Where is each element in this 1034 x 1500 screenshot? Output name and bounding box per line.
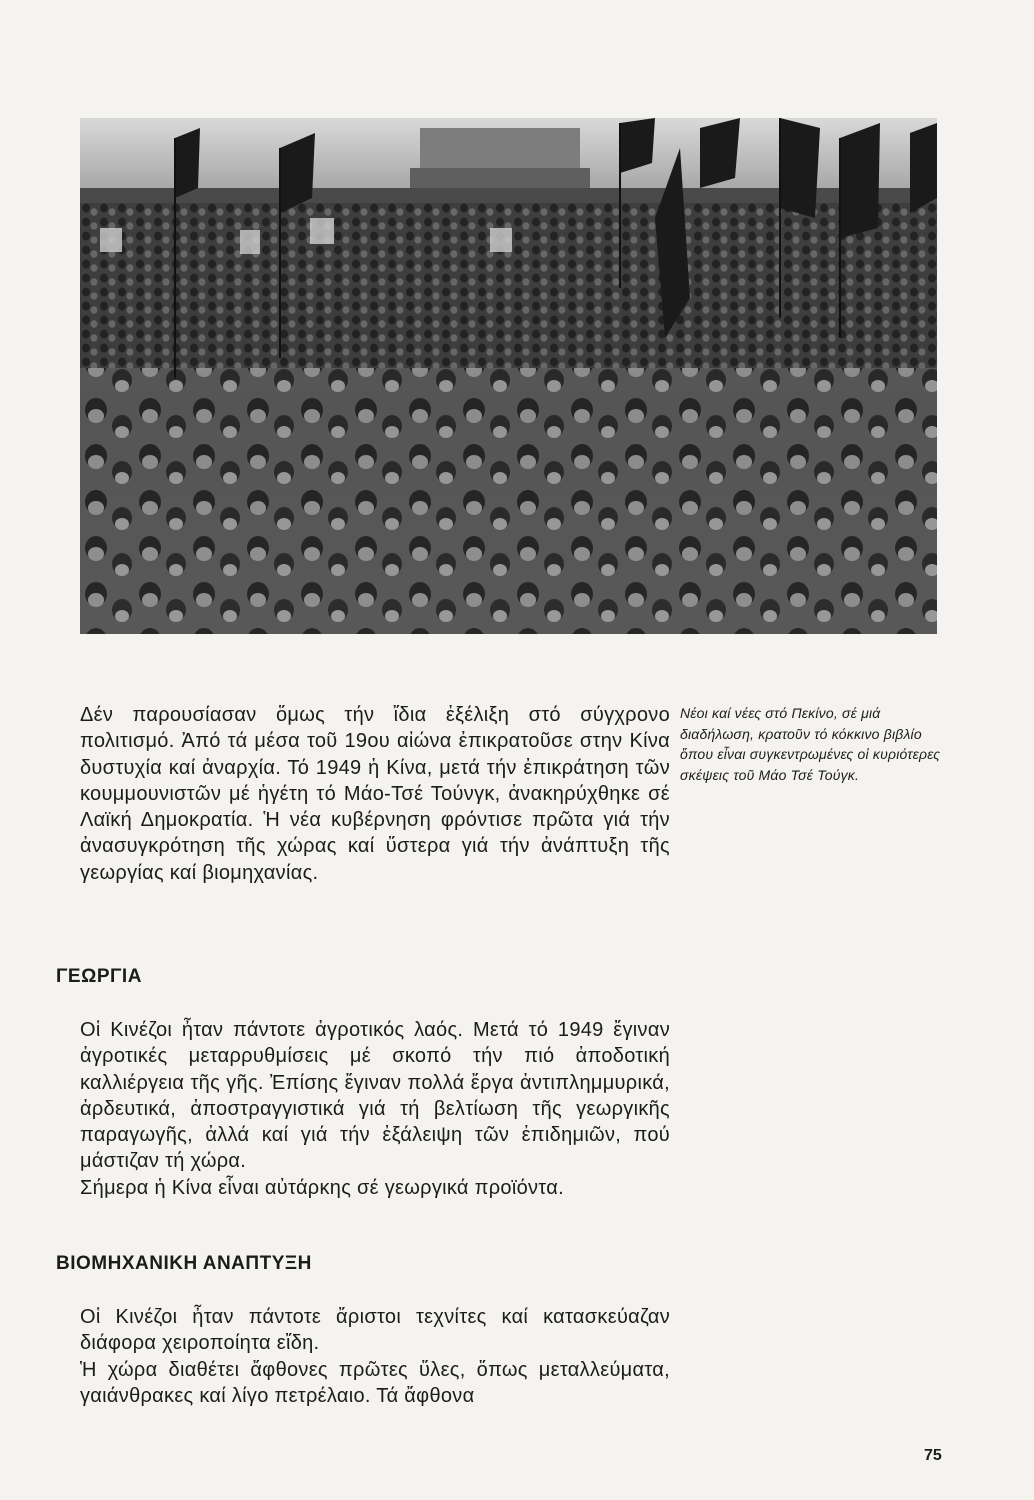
crowd-photo-graphic xyxy=(80,118,937,634)
industry-text-block xyxy=(80,1304,670,1409)
industry-paragraph-2: Ἡ χώρα διαθέτει ἄφθονες πρῶτες ὕλες, ὅπως μεταλλεύματα, γαιάνθρακες καί λίγο πετρέλαιο. Τά ἄφθονα xyxy=(80,1358,670,1407)
section-heading-industry: ΒΙΟΜΗΧΑΝΙΚΗ ΑΝΑΠΤΥΞΗ xyxy=(56,1253,312,1274)
intro-text-block xyxy=(80,702,670,886)
page-number: 75 xyxy=(924,1447,942,1464)
georgia-paragraph-2: Σήμερα ἡ Κίνα εἶναι αὐτάρκης σέ γεωργικά προϊόντα. xyxy=(80,1176,564,1199)
photo-caption: Νέοι καί νέες στό Πεκίνο, σέ μιά διαδήλωση, κρατοῦν τό κόκκινο βιβλίο ὅπου εἶναι συγκεντρωμένες οἱ κυριότερες σκέψεις τοῦ Μάο Τσέ Τούγκ. xyxy=(680,705,941,783)
georgia-paragraph-1: Οἱ Κινέζοι ἦταν πάντοτε ἀγροτικός λαός. Μετά τό 1949 ἔγιναν ἀγροτικές μεταρρυθμίσεις μέ σκοπό τήν πιό ἀποδοτική καλλιέργεια τῆς γῆς. Ἐπίσης ἔγιναν πολλά ἔργα ἀντιπλημμυρικά, ἀρδευτικά, ἀποστραγγιστικά γιά τή βελτίωση τῆς γεωργικῆς παραγωγῆς, ἀλλά καί γιά τήν ἐξάλειψη τῶν ἐπιδημιῶν, πού μάστιζαν τή χώρα. xyxy=(80,1019,670,1173)
intro-paragraph: Δέν παρουσίασαν ὅμως τήν ἴδια ἐξέλιξη στό σύγχρονο πολιτισμό. Ἀπό τά μέσα τοῦ 19ου αἰώνα ἐπικρατοῦσε στην Κίνα δυστυχία καί ἀναρχία. Τό 1949 ἡ Κίνα, μετά τήν ἐπικράτηση τῶν κουμμουνιστῶν μέ ἡγέτη τό Μάο-Τσέ Τούνγκ, ἀνακηρύχθηκε σέ Λαϊκή Δημοκρατία. Ἡ νέα κυβέρνηση φρόντισε πρῶτα γιά τήν ἀνασυγκρότηση τῆς χώρας καί ὕστερα γιά τήν ἀνάπτυξη τῆς γεωργίας καί βιομηχανίας. xyxy=(80,704,670,884)
georgia-text-block xyxy=(80,1017,670,1201)
section-heading-georgia: ΓΕΩΡΓΙΑ xyxy=(56,966,142,987)
industry-paragraph-1: Οἱ Κινέζοι ἦταν πάντοτε ἄριστοι τεχνίτες καί κατασκεύαζαν διάφορα χειροποίητα εἴδη. xyxy=(80,1306,670,1355)
crowd-photo xyxy=(80,118,937,634)
